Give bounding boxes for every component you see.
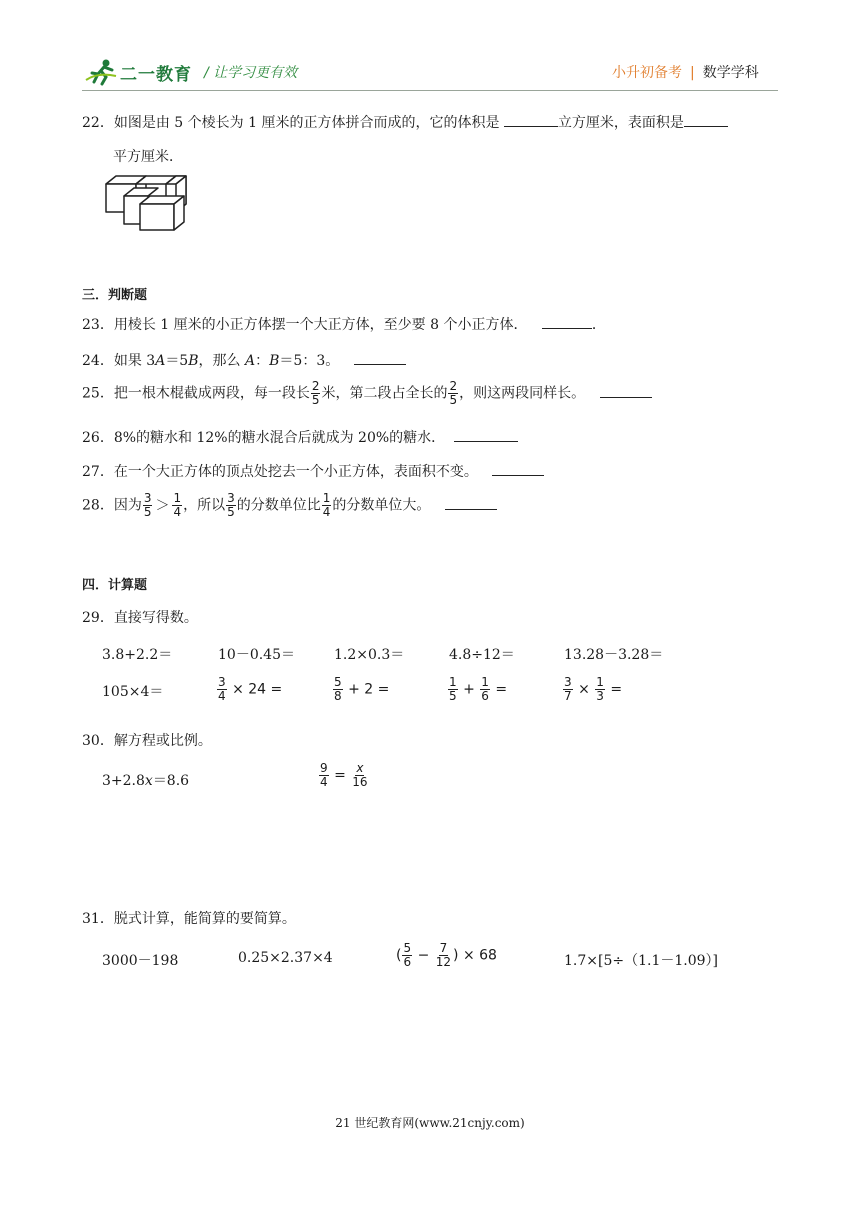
- calc-item: [562, 676, 622, 703]
- expression-text: × 68: [462, 947, 497, 964]
- question-text: ：: [255, 353, 270, 369]
- header-subject: 数学学科: [702, 65, 759, 81]
- denominator: 5: [227, 505, 235, 519]
- variable-a: A: [155, 353, 166, 369]
- calc-item: [216, 676, 282, 703]
- calc-item: 13.28－3.28＝: [564, 647, 664, 663]
- expression-text: × 24 =: [232, 681, 283, 698]
- header-right: [612, 62, 759, 82]
- question-number: 27．: [82, 464, 114, 480]
- numerator: 2: [449, 379, 458, 393]
- operator: −: [417, 947, 430, 964]
- question-text: 用棱长 1 厘米的小正方体摆一个大正方体，至少要 8 个小正方体．: [113, 317, 528, 333]
- question-text: ＞: [155, 497, 170, 514]
- denominator: 6: [403, 955, 412, 969]
- denominator: 16: [352, 775, 368, 789]
- question-text: ，所以: [183, 497, 226, 514]
- fraction: [333, 676, 343, 703]
- numerator: 3: [227, 491, 235, 505]
- question-22-cont: 平方厘米．: [113, 149, 183, 165]
- question-number: 26．: [82, 430, 114, 446]
- numerator: 3: [564, 675, 572, 689]
- question-number: 28．: [82, 497, 114, 514]
- numerator: 5: [334, 675, 342, 689]
- calc-item: [332, 676, 389, 703]
- question-number: 29．: [82, 610, 114, 626]
- operator: (: [396, 947, 402, 964]
- fraction: [172, 492, 182, 519]
- header-category: 小升初备考: [612, 65, 682, 81]
- question-26: [82, 427, 518, 447]
- header-divider: [82, 90, 778, 91]
- question-text: ，那么: [198, 353, 245, 369]
- question-text: 脱式计算，能简算的要简算。: [113, 911, 296, 927]
- denominator: 5: [143, 505, 152, 519]
- denominator: 5: [311, 393, 320, 407]
- equation-2: [318, 762, 370, 789]
- question-text: 的分数单位大。: [332, 497, 431, 514]
- question-number: 30．: [82, 733, 114, 749]
- variable-a: A: [244, 353, 256, 369]
- fraction: [217, 676, 227, 703]
- slogan: / 让学习更有效: [204, 65, 298, 81]
- question-number: 23．: [82, 317, 114, 333]
- question-tail: ．: [591, 317, 606, 333]
- fraction: [322, 492, 332, 519]
- question-number: 22．: [82, 115, 114, 131]
- answer-blank[interactable]: [504, 112, 558, 127]
- operator: =: [495, 681, 508, 698]
- denominator: 4: [322, 505, 331, 519]
- fraction: [563, 676, 573, 703]
- fraction: [448, 676, 458, 703]
- calc-item: 10－0.45＝: [218, 647, 295, 663]
- operator: =: [334, 767, 346, 784]
- question-22: [82, 112, 728, 132]
- question-28: [82, 492, 497, 519]
- expression-text: ＝8.6: [152, 773, 190, 789]
- variable-b: B: [269, 353, 280, 369]
- fraction: [402, 942, 412, 969]
- header-separator: |: [690, 65, 695, 81]
- question-number: 25．: [82, 385, 114, 402]
- equation-1: [102, 770, 189, 790]
- denominator: 7: [564, 689, 572, 703]
- operator: ): [453, 947, 459, 964]
- answer-blank[interactable]: [600, 383, 652, 398]
- fraction: [351, 762, 368, 789]
- variable-x: x: [144, 773, 153, 789]
- calc-item: 1.2×0.3＝: [334, 647, 405, 663]
- fraction: [595, 676, 605, 703]
- calc-item: 1.7×[5÷（1.1－1.09）]: [564, 953, 718, 969]
- question-text: 米，第二段占全长的: [321, 385, 448, 402]
- denominator: 6: [481, 689, 489, 703]
- question-text: ，则这两段同样长。: [459, 385, 586, 402]
- operator: +: [463, 681, 475, 698]
- fraction: [435, 942, 452, 969]
- numerator: 3: [143, 491, 152, 505]
- question-text: 直接写得数。: [113, 610, 198, 626]
- footer: 21 世纪教育网(www.21cnjy.com): [335, 1116, 525, 1130]
- question-text: 把一根木棍截成两段，每一段长: [113, 385, 310, 402]
- question-number: 24．: [82, 353, 114, 369]
- fraction: [226, 492, 236, 519]
- variable-b: B: [188, 353, 199, 369]
- numerator: 7: [439, 941, 448, 955]
- calc-item: 3.8+2.2＝: [102, 647, 173, 663]
- numerator: 2: [311, 379, 320, 393]
- calc-item: 105×4＝: [102, 684, 164, 700]
- fraction: [319, 762, 329, 789]
- fraction: [311, 380, 321, 407]
- question-text: 解方程或比例。: [113, 733, 212, 749]
- expression-text: 3+2.8: [102, 773, 145, 789]
- section-title: 四．计算题: [82, 578, 148, 593]
- numerator: 1: [596, 675, 604, 689]
- operator: ×: [578, 681, 590, 698]
- logo: [84, 58, 214, 88]
- question-text: 如果 3: [113, 353, 156, 369]
- calc-item: 4.8÷12＝: [449, 647, 515, 663]
- operator: =: [610, 681, 623, 698]
- question-text: 8%的糖水和 12%的糖水混合后就成为 20%的糖水．: [113, 430, 446, 446]
- answer-blank[interactable]: [684, 112, 728, 127]
- calc-item: 3000－198: [102, 953, 179, 969]
- question-29: [82, 607, 198, 627]
- calc-item: [447, 676, 507, 703]
- denominator: 5: [449, 393, 458, 407]
- answer-blank[interactable]: [354, 350, 406, 365]
- fraction: [448, 380, 458, 407]
- answer-blank[interactable]: [542, 314, 592, 329]
- numerator: 1: [481, 675, 489, 689]
- numerator: 1: [449, 675, 457, 689]
- denominator: 4: [173, 505, 182, 519]
- cubes-figure: [104, 174, 188, 232]
- brand-name: 二一教育: [120, 65, 192, 85]
- calc-item: [396, 942, 497, 969]
- numerator: 5: [403, 941, 412, 955]
- question-24: [82, 350, 406, 370]
- question-text: 在一个大正方体的顶点处挖去一个小正方体，表面积不变。: [113, 464, 478, 480]
- denominator: 8: [334, 689, 342, 703]
- runner-icon: [84, 58, 118, 86]
- question-text: ＝5：3。: [279, 353, 340, 369]
- answer-blank[interactable]: [492, 461, 544, 476]
- answer-blank[interactable]: [445, 495, 497, 510]
- denominator: 3: [596, 689, 604, 703]
- denominator: 5: [449, 689, 457, 703]
- question-text: 因为: [113, 497, 142, 514]
- calc-item: 0.25×2.37×4: [238, 950, 333, 966]
- numerator: x: [356, 761, 364, 775]
- section-title: 三．判断题: [82, 288, 148, 303]
- numerator: 1: [322, 491, 331, 505]
- numerator: 9: [320, 761, 328, 775]
- question-text: 立方厘米，表面积是: [557, 115, 684, 131]
- question-27: [82, 461, 544, 481]
- expression-text: + 2 =: [348, 681, 390, 698]
- question-text: 的分数单位比: [236, 497, 321, 514]
- denominator: 12: [435, 955, 452, 969]
- denominator: 4: [218, 689, 226, 703]
- numerator: 3: [218, 675, 226, 689]
- question-number: 31．: [82, 911, 114, 927]
- fraction: [480, 676, 490, 703]
- denominator: 4: [320, 775, 328, 789]
- question-30: [82, 730, 212, 750]
- question-31: [82, 908, 296, 928]
- question-text: ＝5: [165, 353, 189, 369]
- question-25: [82, 380, 652, 407]
- fraction: [143, 492, 153, 519]
- answer-blank[interactable]: [454, 427, 518, 442]
- numerator: 1: [173, 491, 182, 505]
- question-23: [82, 314, 606, 334]
- question-text: 如图是由 5 个棱长为 1 厘米的正方体拼合而成的，它的体积是: [113, 115, 500, 131]
